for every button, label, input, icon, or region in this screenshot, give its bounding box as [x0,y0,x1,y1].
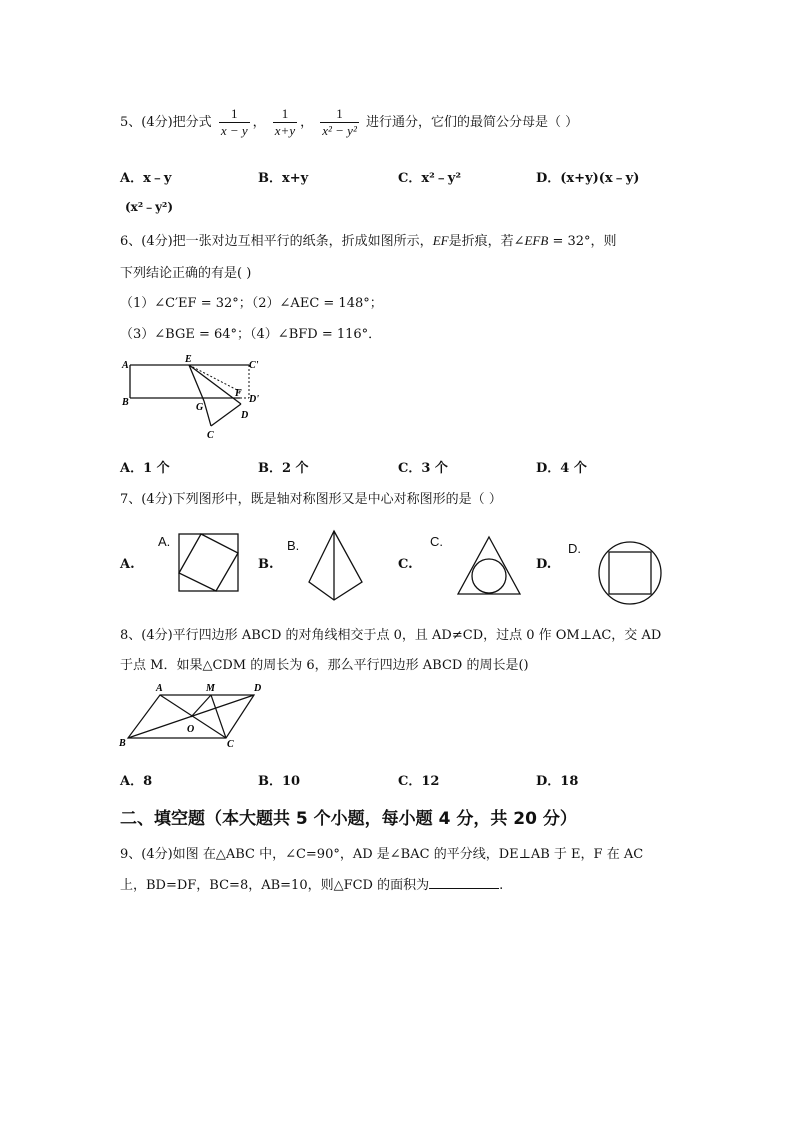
q7-figure-d-letter: D. [568,541,581,556]
q7-figure-c-triangle-with-circle [456,536,522,596]
fig-label-d-prime: D' [249,394,259,405]
q6-stem-line-1: 6、(4分)把一张对边互相平行的纸条，折成如图所示，EF是折痕，若∠EFB = 32°，则 [120,233,617,249]
q5-option-c[interactable]: C．x²﹣y² [398,171,462,186]
q5-stem: 5、(4分)把分式 $\frac{1}{x - y}$ ， $\frac{1}{x+y}$ ， $\frac{1}{\text{x² − y²}}$ 进行通分，它们的最简公分母是（ ） [120,106,579,138]
q7-option-c[interactable]: C. [398,557,413,572]
q9-answer-blank[interactable] [429,876,499,889]
q5-fraction-2: $\frac{1}{x+y}$ [274,106,296,138]
fig-label-m: M [206,683,215,694]
section-heading: 二、填空题（本大题共 5 个小题，每小题 4 分，共 20 分） [120,809,577,829]
q6-option-a[interactable]: A．1 个 [120,461,170,476]
fig-label-o: O [187,724,195,735]
fig-label-d: D [254,683,262,694]
fig-label-b: B [122,397,129,408]
fig-label-d: D [241,410,249,421]
q6-folded-strip-figure [118,352,268,447]
q7-figure-c-letter: C. [430,534,443,549]
fig-label-f: F [235,388,242,399]
q5-prefix: 5、(4分)把分式 [120,115,212,130]
fig-label-c: C [207,430,214,441]
q6-option-c[interactable]: C．3 个 [398,461,448,476]
q5-option-a[interactable]: A．x﹣y [120,171,172,186]
q7-option-a[interactable]: A. [120,557,135,572]
q8-option-a[interactable]: A．8 [120,774,153,789]
q5-option-d[interactable]: D．(x+y)(x﹣y) [536,171,640,186]
q6-stem-line-2: 下列结论正确的有是( ) [120,266,252,281]
q5-option-b[interactable]: B．x+y [258,171,309,186]
q7-figure-b-kite [308,530,364,602]
q6-conclusions-1-2: （1）∠C′EF = 32°；（2）∠AEC = 148°； [120,296,383,311]
q7-figure-a-letter: A. [158,534,171,549]
q9-stem-line-2: 上，BD=DF，BC=8，AB=10，则△FCD 的面积为 . [120,878,504,893]
fig-label-e: E [185,354,192,365]
fig-label-a: A [122,360,129,371]
q5-fraction-1: $\frac{1}{x - y}$ [220,106,248,138]
q5-option-d-continued: (x²﹣y²) [125,200,173,214]
fig-label-a: A [156,683,163,694]
q7-option-b[interactable]: B. [258,557,274,572]
q5-fraction-3: $\frac{1}{\text{x² − y²}}$ [322,106,357,138]
q6-option-b[interactable]: B．2 个 [258,461,309,476]
q7-figure-b-letter: B. [287,538,300,553]
fig-label-b: B [119,738,126,749]
q7-figure-a-square-in-square [178,533,240,595]
fig-label-g: G [196,402,204,413]
fig-label-c: C [227,739,234,750]
fig-label-c-prime: C' [249,360,259,371]
q7-stem: 7、(4分)下列图形中，既是轴对称图形又是中心对称图形的是（ ） [120,492,502,507]
q5-suffix: 进行通分，它们的最简公分母是（ ） [365,115,579,130]
q7-figure-d-square-in-circle [598,541,662,605]
q8-stem-line-2: 于点 M．如果△CDM 的周长为 6，那么平行四边形 ABCD 的周长是() [120,658,529,673]
q8-stem-line-1: 8、(4分)平行四边形 ABCD 的对角线相交于点 0，且 AD≠CD，过点 0 作 OM⊥AC，交 AD [120,628,662,643]
q8-option-d[interactable]: D．18 [536,774,579,789]
q7-option-d[interactable]: D. [536,557,552,572]
q6-conclusions-3-4: （3）∠BGE = 64°；（4）∠BFD = 116°． [120,327,382,342]
q6-option-d[interactable]: D．4 个 [536,461,587,476]
q8-option-b[interactable]: B．10 [258,774,301,789]
q8-parallelogram-figure [118,680,268,752]
q9-stem-line-1: 9、(4分)如图 在△ABC 中，∠C=90°，AD 是∠BAC 的平分线，DE⊥AB 于 E，F 在 AC [120,847,644,862]
q8-option-c[interactable]: C．12 [398,774,440,789]
